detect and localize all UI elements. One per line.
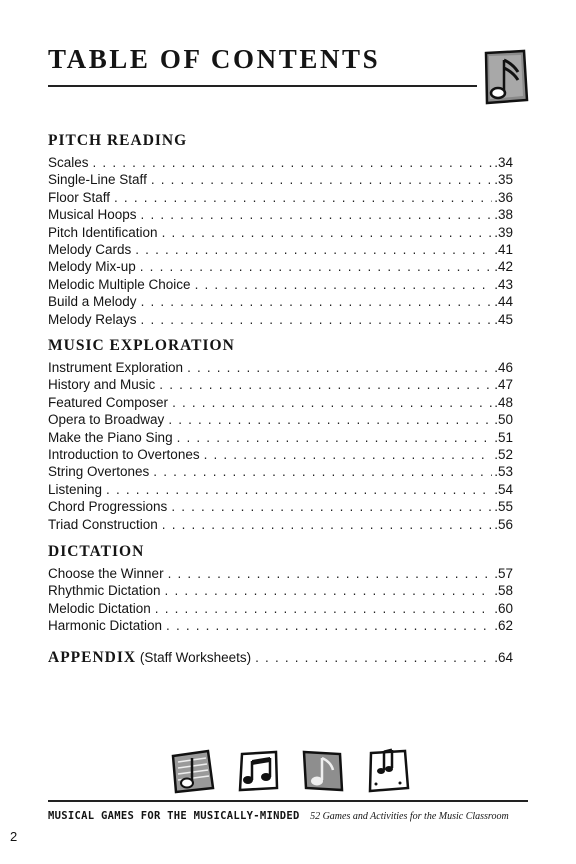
toc-entry[interactable] [48,430,513,447]
toc-entry-label: Build a Melody [48,294,137,310]
page-number: 2 [10,829,18,844]
toc-entry-page: .35 [494,172,513,188]
toc-entry-label: Scales [48,155,89,170]
toc-entry-label: Choose the Winner [48,566,164,581]
dot-leader [162,225,493,240]
toc-entry-label: Single-Line Staff [48,172,147,188]
toc-entry[interactable] [48,172,513,189]
appendix-label-group [48,649,255,667]
footer [48,806,509,824]
toc-entry[interactable] [48,618,513,635]
dot-leader [114,190,492,205]
toc-entry-page: .42 [494,259,513,275]
appendix-list [48,649,513,666]
dot-leader [195,277,493,292]
note-staff-card-icon [170,748,216,794]
sixteenth-note-card-icon [480,48,530,108]
footer-book-title: MUSICAL GAMES FOR THE MUSICALLY-MINDED [48,810,300,822]
dot-leader [151,172,492,187]
dot-leader [166,618,492,633]
toc-entry[interactable] [48,464,513,481]
toc-entry[interactable] [48,583,513,600]
bottom-icon-row [170,748,415,796]
toc-entry-label: Musical Hoops [48,207,137,223]
dot-leader [93,155,493,170]
dot-leader [171,499,492,514]
toc-entry-label: Melody Cards [48,241,132,257]
footer-subtitle: 52 Games and Activities for the Music Classroom [310,811,509,822]
dot-leader [141,312,493,327]
toc-entry[interactable] [48,312,513,329]
toc-entry-page: .64 [494,650,513,665]
toc-entry[interactable] [48,517,513,534]
toc-entry[interactable] [48,601,513,618]
toc-entry-page: .52 [494,446,513,462]
toc-entry-label: Pitch Identification [48,224,158,240]
toc-entry-label: Rhythmic Dictation [48,583,161,599]
dot-leader [168,412,492,427]
toc-entry[interactable] [48,447,513,464]
toc-entry-page: .58 [494,583,513,599]
toc-entry[interactable] [48,190,513,207]
toc-entry-page: .41 [494,241,513,257]
toc-entry-page: .47 [494,377,513,393]
toc-entry-appendix[interactable] [48,649,513,666]
toc-entry-label: Melody Mix-up [48,259,136,275]
toc-entry-label: Triad Construction [48,516,158,532]
toc-entry-label: Introduction to Overtones [48,446,200,462]
sixteenth-notes-card-icon [366,748,412,794]
toc-entry[interactable] [48,377,513,394]
toc-entry[interactable] [48,482,513,499]
toc-entry[interactable] [48,294,513,311]
toc-entry-page: .51 [494,429,513,445]
toc-entry[interactable] [48,360,513,377]
toc-entry[interactable] [48,412,513,429]
toc-entry-label: History and Music [48,377,156,393]
toc-entry-page: .36 [494,189,513,205]
toc-entry[interactable] [48,225,513,242]
toc-section-list [48,155,513,329]
dot-leader [168,566,493,581]
dot-leader [162,517,492,532]
eighth-note-card-icon [300,748,346,794]
toc-section-list [48,566,513,636]
dot-leader [141,294,493,309]
dot-leader [255,650,492,665]
dot-leader [141,207,493,222]
toc-entry-page: .39 [494,224,513,240]
toc-entry-label: Make the Piano Sing [48,429,173,445]
toc-entry-page: .44 [494,294,513,310]
toc-entry-page: .46 [494,360,513,375]
toc-entry-page: .34 [494,155,513,170]
toc-entry-label: Harmonic Dictation [48,618,163,634]
toc-entry[interactable] [48,499,513,516]
toc-entry-page: .53 [494,464,513,480]
appendix-heading: APPENDIX [48,649,137,666]
dot-leader [187,360,492,375]
toc-entry-page: .50 [494,412,513,428]
toc-entry[interactable] [48,242,513,259]
toc-entry-label: Chord Progressions [48,499,168,515]
toc-entry-label: Opera to Broadway [48,412,165,428]
dot-leader [165,583,493,598]
dot-leader [204,447,493,462]
title-underline [48,85,477,87]
toc-entry[interactable] [48,395,513,412]
toc-entry-page: .60 [494,600,513,616]
toc-section-list [48,360,513,534]
toc-entry-page: .43 [494,276,513,292]
section-heading: PITCH READING [48,132,188,149]
toc-entry-label: Featured Composer [48,394,169,410]
toc-entry-label: Melodic Dictation [48,600,151,616]
toc-entry-label: Listening [48,481,103,497]
toc-entry-page: .62 [494,618,513,634]
toc-entry-page: .48 [494,394,513,410]
page-title: TABLE OF CONTENTS [48,44,381,74]
dot-leader [135,242,492,257]
toc-entry[interactable] [48,155,513,172]
toc-entry-label: Melody Relays [48,311,137,327]
toc-entry-page: .55 [494,499,513,515]
toc-entry-page: .56 [494,516,513,532]
toc-entry[interactable] [48,259,513,276]
toc-entry-page: .57 [494,566,513,581]
toc-entry-label: Instrument Exploration [48,360,184,375]
toc-entry-page: .54 [494,481,513,497]
section-heading: DICTATION [48,543,145,560]
toc-entry-page: .45 [494,311,513,327]
section-heading: MUSIC EXPLORATION [48,337,235,354]
dot-leader [153,464,492,479]
toc-entry-page: .38 [494,207,513,223]
toc-entry-label: Melodic Multiple Choice [48,276,191,292]
beamed-notes-card-icon [236,748,282,794]
dot-leader [155,601,492,616]
toc-entry-label: Floor Staff [48,189,111,205]
dot-leader [140,259,492,274]
dot-leader [177,430,493,445]
toc-entry[interactable] [48,566,513,583]
dot-leader [106,482,492,497]
dot-leader [159,377,492,392]
toc-entry-label: String Overtones [48,464,150,480]
dot-leader [172,395,492,410]
toc-entry[interactable] [48,277,513,294]
footer-rule [48,800,528,802]
appendix-label: (Staff Worksheets) [139,650,252,665]
toc-entry[interactable] [48,207,513,224]
